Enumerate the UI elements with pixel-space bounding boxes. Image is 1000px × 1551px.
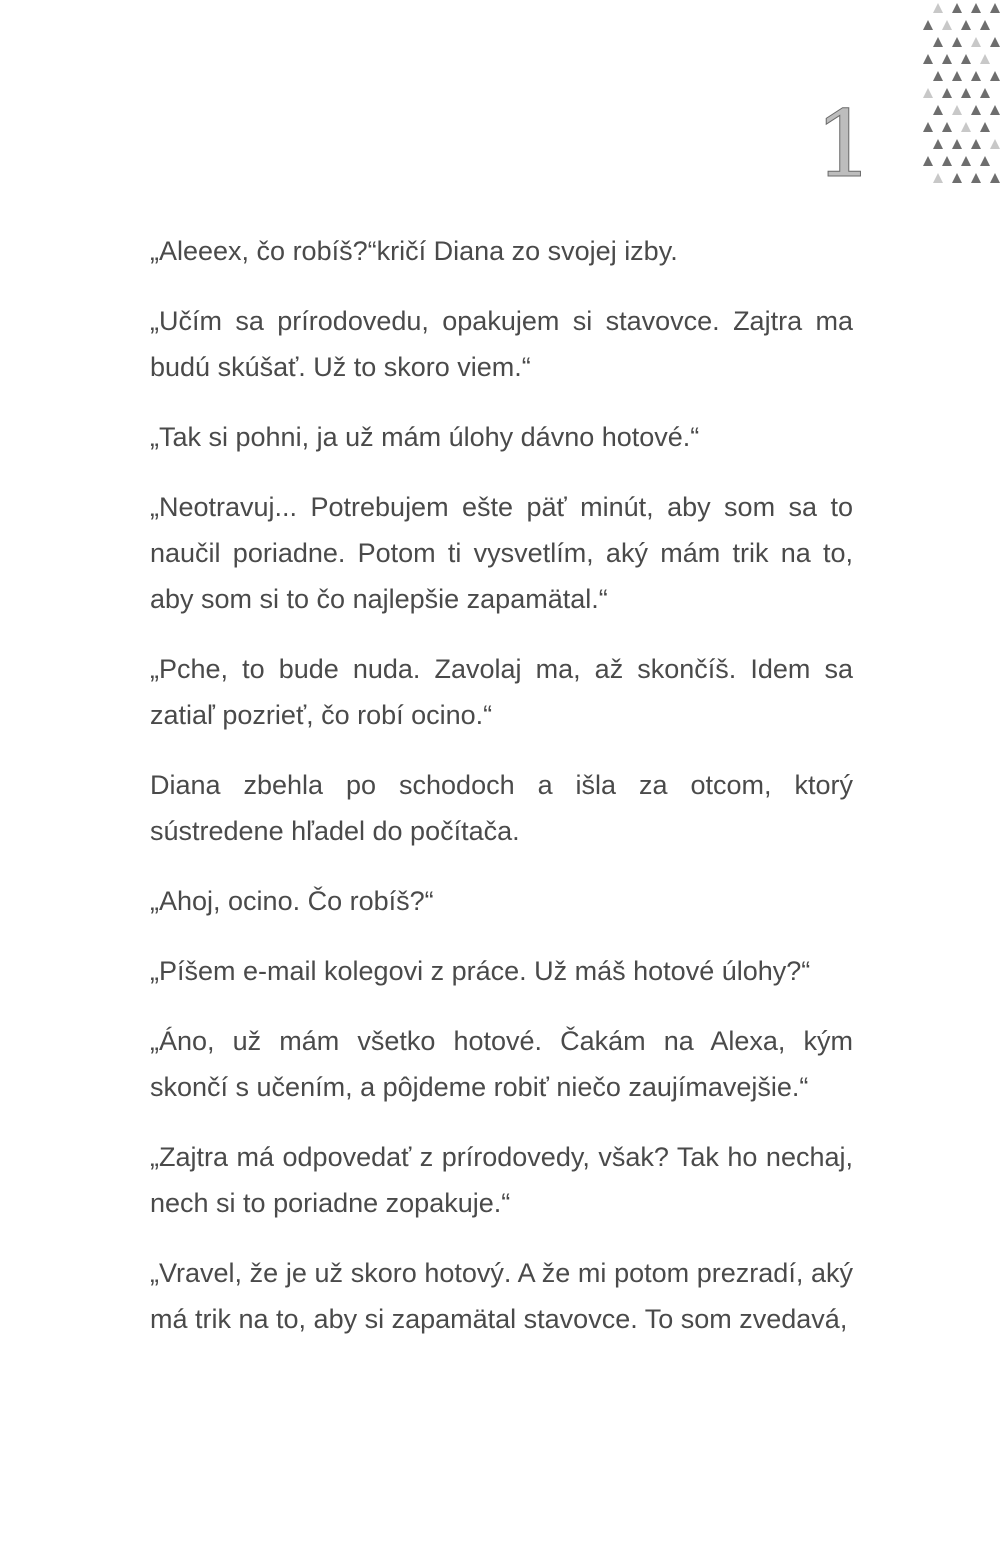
paragraph: „Pche, to bude nuda. Zavolaj ma, až skončíš. Idem sa zatiaľ pozrieť, čo robí ocino.“ bbox=[150, 654, 853, 730]
paragraph: „Áno, už mám všetko hotové. Čakám na Alexa, kým skončí s učením, a pôjdeme robiť niečo zaujímavejšie.“ bbox=[150, 1026, 853, 1102]
triangle-mark bbox=[952, 37, 962, 47]
triangle-mark bbox=[933, 173, 943, 183]
triangle-mark bbox=[961, 88, 971, 98]
triangle-mark bbox=[923, 54, 933, 64]
triangle-mark bbox=[933, 139, 943, 149]
triangle-mark bbox=[933, 105, 943, 115]
triangle-mark bbox=[923, 156, 933, 166]
paragraph: „Zajtra má odpovedať z prírodovedy, však? Tak ho nechaj, nech si to poriadne zopakuje.“ bbox=[150, 1142, 853, 1218]
paragraph: „Učím sa prírodovedu, opakujem si stavovce. Zajtra ma budú skúšať. Už to skoro viem.“ bbox=[150, 306, 853, 382]
paragraph: Diana zbehla po schodoch a išla za otcom, ktorý sústredene hľadel do počítača. bbox=[150, 770, 853, 846]
triangle-mark bbox=[952, 173, 962, 183]
triangle-mark bbox=[971, 105, 981, 115]
triangle-mark bbox=[971, 173, 981, 183]
triangle-mark bbox=[961, 54, 971, 64]
triangle-mark bbox=[952, 105, 962, 115]
triangle-mark bbox=[990, 139, 1000, 149]
paragraph: „Aleeex, čo robíš?“kričí Diana zo svojej izby. bbox=[150, 236, 678, 266]
triangle-mark bbox=[971, 71, 981, 81]
triangle-mark bbox=[923, 122, 933, 132]
triangle-mark bbox=[952, 71, 962, 81]
triangle-mark bbox=[971, 139, 981, 149]
triangle-mark bbox=[971, 37, 981, 47]
triangle-mark bbox=[952, 3, 962, 13]
triangle-mark bbox=[961, 122, 971, 132]
triangle-mark bbox=[933, 3, 943, 13]
triangle-mark bbox=[990, 71, 1000, 81]
triangle-mark bbox=[942, 122, 952, 132]
triangle-mark bbox=[933, 71, 943, 81]
paragraph: „Tak si pohni, ja už mám úlohy dávno hotové.“ bbox=[150, 422, 700, 452]
triangle-mark bbox=[961, 20, 971, 30]
triangle-mark bbox=[942, 88, 952, 98]
triangle-mark bbox=[980, 88, 990, 98]
triangle-mark bbox=[990, 3, 1000, 13]
triangle-mark bbox=[933, 37, 943, 47]
triangle-mark bbox=[990, 37, 1000, 47]
chapter-text bbox=[150, 228, 853, 1366]
triangle-mark bbox=[971, 3, 981, 13]
triangle-mark bbox=[990, 173, 1000, 183]
triangle-mark bbox=[980, 54, 990, 64]
paragraph: „Vravel, že je už skoro hotový. A že mi potom prezradí, aký má trik na to, aby si zapamätal stavovce. To som zvedavá, bbox=[150, 1258, 853, 1334]
triangle-mark bbox=[980, 20, 990, 30]
triangle-mark bbox=[952, 139, 962, 149]
paragraph: „Neotravuj... Potrebujem ešte päť minút, aby som sa to naučil poriadne. Potom ti vysvetlím, aký mám trik na to, aby som si to čo najlepšie zapamätal.“ bbox=[150, 492, 853, 614]
triangle-mark bbox=[942, 20, 952, 30]
triangle-mark bbox=[942, 156, 952, 166]
triangle-mark bbox=[990, 105, 1000, 115]
chapter-number: 1 bbox=[815, 91, 874, 198]
triangle-mark bbox=[980, 122, 990, 132]
triangle-pattern-icon bbox=[920, 0, 1000, 185]
triangle-mark bbox=[961, 156, 971, 166]
triangle-mark bbox=[923, 88, 933, 98]
triangle-pattern-svg bbox=[920, 0, 1000, 185]
triangle-mark bbox=[942, 54, 952, 64]
triangle-mark bbox=[923, 20, 933, 30]
triangle-mark bbox=[980, 156, 990, 166]
paragraph: „Ahoj, ocino. Čo robíš?“ bbox=[150, 886, 434, 916]
paragraph: „Píšem e-mail kolegovi z práce. Už máš hotové úlohy?“ bbox=[150, 956, 811, 986]
